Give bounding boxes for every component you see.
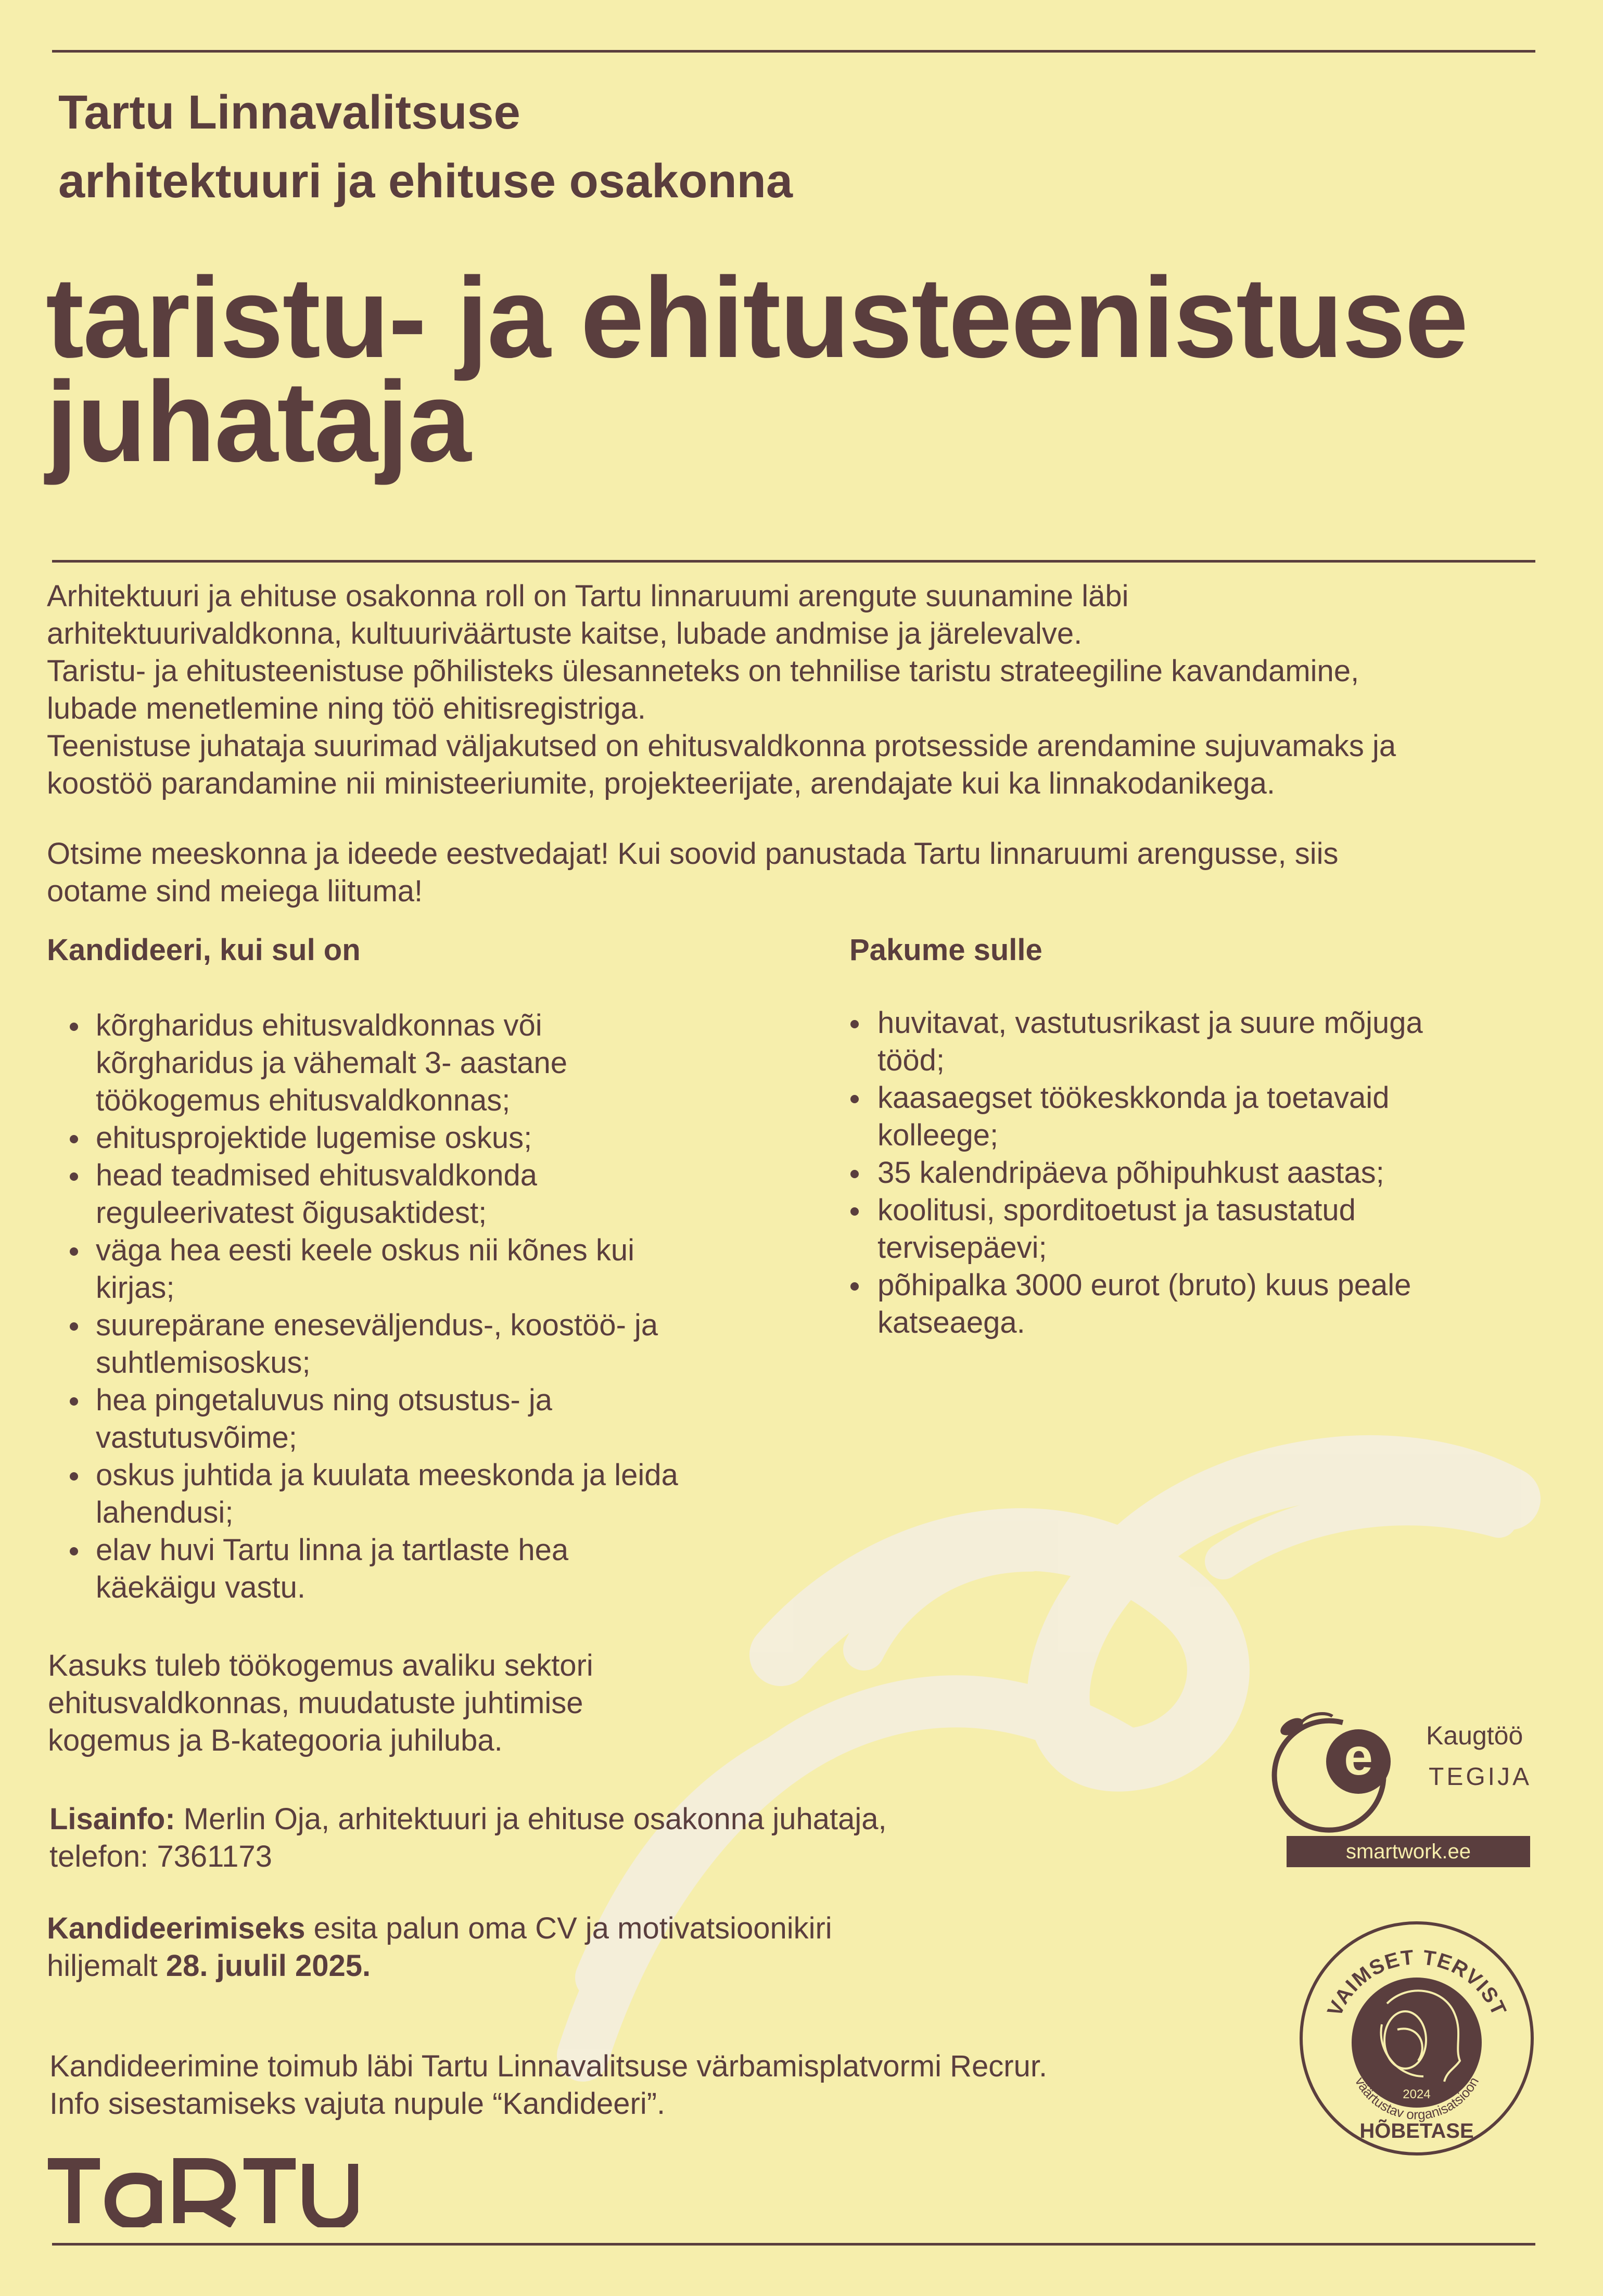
list-item-line: kõrgharidus ja vähemalt 3- aastane [96, 1046, 567, 1080]
svg-text:VAIMSET TERVIST: VAIMSET TERVIST [1323, 1946, 1511, 2020]
kaugtoo-label: Kaugtöö [1426, 1721, 1523, 1750]
list-item-line: oskus juhtida ja kuulata meeskonda ja leida [96, 1458, 678, 1492]
platform-line: Kandideerimine toimub läbi Tartu Linnavalitsuse värbamisplatvormi Recrur. [49, 2049, 1048, 2083]
invite-line: Otsime meeskonna ja ideede eestvedajat! Kui soovid panustada Tartu linnaruumi arengusse, siis [47, 837, 1339, 871]
middle-rule [52, 560, 1535, 563]
contact-line [49, 1801, 887, 1838]
list-item-line: suurepärane eneseväljendus-, koostöö- ja [96, 1308, 658, 1342]
smartwork-label: smartwork.ee [1287, 1836, 1530, 1867]
list-item-line: reguleerivatest õigusaktidest; [96, 1196, 487, 1230]
tartu-logo [46, 2154, 358, 2227]
svg-text:väärtustav organisatsioon: väärtustav organisatsioon [1352, 2074, 1482, 2123]
list-item-line: koolitusi, sporditoetust ja tasustatud [877, 1193, 1356, 1227]
list-item [828, 1267, 1423, 1342]
top-rule [52, 50, 1535, 53]
bottom-rule [52, 2243, 1535, 2246]
offer-list [828, 1004, 1423, 1342]
application-info [47, 1910, 832, 1985]
list-item-line: ehitusprojektide lugemise oskus; [96, 1121, 532, 1155]
contact-info [49, 1801, 887, 1876]
list-item [828, 1004, 1423, 1079]
list-item [47, 1119, 678, 1157]
apply-line [47, 1910, 832, 1947]
svg-text:HÕBETASE: HÕBETASE [1359, 2120, 1474, 2142]
advantage-paragraph [48, 1647, 593, 1759]
invite-paragraph [47, 835, 1338, 910]
org-line-1: Tartu Linnavalitsuse [58, 86, 520, 139]
list-item [828, 1079, 1423, 1154]
contact-phone: telefon: 7361173 [49, 1840, 272, 1873]
list-item-line: töökogemus ehitusvaldkonnas; [96, 1083, 511, 1117]
advantage-line: Kasuks tuleb töökogemus avaliku sektori [48, 1649, 593, 1682]
apply-text: esita palun oma CV ja motivatsioonikiri [305, 1911, 832, 1945]
offer-heading: Pakume sulle [849, 933, 1042, 967]
list-item [47, 1157, 678, 1232]
list-item [47, 1232, 678, 1307]
deadline-prefix: hiljemalt [47, 1949, 166, 1983]
requirements-heading: Kandideeri, kui sul on [47, 933, 361, 967]
list-item [828, 1154, 1423, 1192]
apply-deadline-line [47, 1947, 832, 1985]
mental-health-badge [1299, 1920, 1535, 2157]
intro-line: koostöö parandamine nii ministeeriumite, projekteerijate, arendajate kui ka linnakodanikega. [47, 767, 1276, 800]
intro-paragraph [47, 578, 1396, 802]
list-item-line: kolleege; [877, 1118, 999, 1152]
list-item [47, 1007, 678, 1119]
list-item-line: kirjas; [96, 1271, 175, 1305]
list-item-line: hea pingetaluvus ning otsustus- ja [96, 1383, 553, 1417]
svg-text:2024: 2024 [1403, 2087, 1431, 2101]
job-title-line-2: juhataja [46, 358, 470, 486]
intro-line: Teenistuse juhataja suurimad väljakutsed on ehitusvaldkonna protsesside arendamine sujuvamaks ja [47, 729, 1396, 763]
list-item-line: väga hea eesti keele oskus nii kõnes kui [96, 1233, 634, 1267]
list-item-line: tööd; [877, 1043, 945, 1077]
list-item [47, 1457, 678, 1532]
platform-line: Info sisestamiseks vajuta nupule “Kandideeri”. [49, 2087, 666, 2121]
list-item [47, 1382, 678, 1457]
org-line-2: arhitektuuri ja ehituse osakonna [58, 155, 793, 208]
advantage-line: kogemus ja B-kategooria juhiluba. [48, 1724, 503, 1757]
list-item-line: lahendusi; [96, 1496, 234, 1529]
advantage-line: ehitusvaldkonnas, muudatuste juhtimise [48, 1686, 583, 1720]
requirements-list [47, 1007, 678, 1606]
list-item-line: käekäigu vastu. [96, 1571, 306, 1604]
invite-line: ootame sind meiega liituma! [47, 874, 423, 908]
list-item-line: 35 kalendripäeva põhipuhkust aastas; [877, 1156, 1384, 1190]
list-item-line: huvitavat, vastutusrikast ja suure mõjuga [877, 1006, 1423, 1040]
list-item-line: põhipalka 3000 eurot (bruto) kuus peale [877, 1268, 1411, 1302]
list-item-line: elav huvi Tartu linna ja tartlaste hea [96, 1533, 569, 1567]
contact-label: Lisainfo: [49, 1802, 175, 1836]
department-heading [58, 78, 793, 215]
job-title [46, 253, 1468, 486]
list-item-line: katseaega. [877, 1306, 1025, 1340]
intro-line: Taristu- ja ehitusteenistuse põhilisteks ülesanneteks on tehnilise taristu strateegiline kavandamine, [47, 654, 1359, 688]
list-item-line: kõrgharidus ehitusvaldkonnas või [96, 1009, 542, 1042]
kaugtoo-tegija-label: TEGIJA [1429, 1763, 1532, 1791]
intro-line: Arhitektuuri ja ehituse osakonna roll on Tartu linnaruumi arengute suunamine läbi [47, 579, 1129, 613]
application-platform-info [49, 2048, 1047, 2123]
list-item-line: suhtlemisoskus; [96, 1346, 311, 1380]
deadline-date: 28. juulil 2025. [166, 1949, 371, 1983]
list-item [47, 1307, 678, 1382]
list-item-line: head teadmised ehitusvaldkonda [96, 1158, 538, 1192]
intro-line: arhitektuurivaldkonna, kultuuriväärtuste kaitse, lubade andmise ja järelevalve. [47, 617, 1083, 650]
intro-line: lubade menetlemine ning töö ehitisregistriga. [47, 692, 646, 725]
list-item-line: vastutusvõime; [96, 1421, 297, 1455]
contact-person: Merlin Oja, arhitektuuri ja ehituse osakonna juhataja, [175, 1802, 887, 1836]
list-item [47, 1532, 678, 1606]
svg-text:e: e [1344, 1728, 1373, 1786]
list-item [828, 1192, 1423, 1267]
apply-label: Kandideerimiseks [47, 1911, 306, 1945]
list-item-line: tervisepäevi; [877, 1231, 1047, 1265]
list-item-line: kaasaegset töökeskkonda ja toetavaid [877, 1081, 1390, 1115]
job-title-line-1: taristu- ja ehitusteenistuse [46, 253, 1468, 381]
